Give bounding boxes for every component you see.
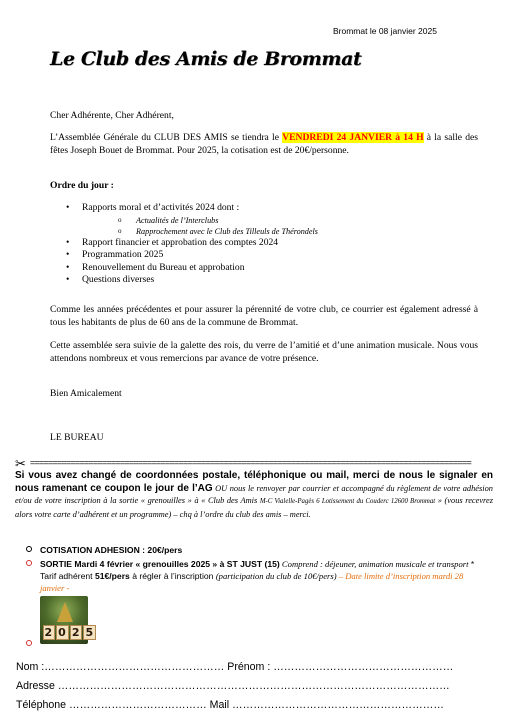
name-field[interactable]: Nom :…………………………………………… Prénom : ……………………………………………: [16, 661, 454, 673]
signature: LE BUREAU: [50, 432, 104, 443]
club-title: Le Club des Amis de Brommat: [50, 48, 362, 70]
deadline-text: – Date limite d’inscription mardi 28 janvier -: [40, 571, 464, 593]
agenda-item: • Questions diverses: [50, 274, 478, 287]
coupon-instructions-2: » (vous recevrez alors votre carte d’adhérent et un programme) – chq à l’ordre du club des amis – merci.: [15, 496, 493, 519]
coupon-bold-intro: Si vous avez changé de coordonnées postale, téléphonique ou mail, merci de nous le signaler en nous ramenant ce coupon le jour de l’AG: [15, 470, 493, 494]
coupon-address: M-C Vialelle-Pagès 6 Lotissement du Couderc 12600 Brommat: [259, 498, 436, 505]
paragraph-galette: Cette assemblée sera suivie de la galette des rois, du verre de l’amitié et d’une animation musicale. Nous vous attendons nombreux et vous remercions par avance de votre présence.: [50, 340, 478, 364]
agenda-item: • Rapports moral et d’activités 2024 dont : o Actualités de l’Interclubs o Rapprochement avec le Club des Tilleuls de Thérondels: [50, 202, 478, 237]
agenda-list: [50, 202, 478, 287]
agenda-item: • Rapport financier et approbation des comptes 2024: [50, 237, 478, 250]
address-field[interactable]: Adresse …………………………………………………………………………………………………: [16, 680, 450, 692]
paragraph-recipients: Comme les années précédentes et pour assurer la pérennité de votre club, ce courrier est également adressé à tous les habitants de plus de 60 ans de la commune de Brommat.: [50, 304, 478, 328]
agenda-item: • Programmation 2025: [50, 249, 478, 262]
meeting-date-highlight: VENDREDI 24 JANVIER à 14 H: [282, 132, 424, 143]
option-sortie[interactable]: [26, 558, 480, 594]
agenda-item: • Renouvellement du Bureau et approbation: [50, 262, 478, 275]
paragraph-ag-start: L’Assemblée Générale du CLUB DES AMIS se tiendra le: [50, 132, 283, 143]
cut-dashes: ==================================================================================================: [29, 458, 471, 469]
agenda-subitem: o Rapprochement avec le Club des Tilleuls de Thérondels: [82, 226, 478, 237]
cotisation-radio[interactable]: [26, 546, 32, 552]
image-radio[interactable]: [26, 640, 32, 646]
closing: Bien Amicalement: [50, 388, 122, 399]
coupon-intro: [15, 470, 493, 521]
agenda-title: Ordre du jour :: [50, 180, 114, 191]
paragraph-ag: [50, 132, 478, 158]
new-year-2025-image: [40, 596, 95, 644]
coupon-instructions-1: OU nous le renvoyer par courrier et accompagné du règlement de votre adhésion et/ou de votre inscription à la sortie « grenouilles » à « Club des Amis: [15, 483, 493, 505]
greeting: Cher Adhérente, Cher Adhérent,: [50, 110, 174, 121]
option-cotisation[interactable]: [26, 544, 480, 556]
year-2025-label: 2 0 2 5: [44, 626, 95, 639]
scissors-icon: ✂: [15, 455, 26, 471]
sortie-radio[interactable]: [26, 560, 32, 566]
cut-line: [15, 454, 497, 471]
letter-date: Brommat le 08 janvier 2025: [333, 26, 437, 36]
agenda-subitem: o Actualités de l’Interclubs: [82, 215, 478, 226]
paragraph-ag-end: à la salle des fêtes Joseph Bouet de Brommat. Pour 2025, la cotisation est de 20€/personne.: [50, 132, 478, 156]
option-sortie-label: SORTIE Mardi 4 février « grenouilles 2025 » à ST JUST (15) Comprend : déjeuner, animation musicale et transport * Tarif adhérent 51€/pers à régler à l’inscription (participation du club de 10€/pers) – Date limite d’inscription mardi 28 janvier -: [40, 559, 475, 593]
option-cotisation-label: COTISATION ADHESION : 20€/pers: [40, 545, 183, 555]
tree-decoration: [57, 602, 73, 622]
phone-mail-field[interactable]: Téléphone ………………………………… Mail ……………………………………………………: [16, 699, 444, 711]
